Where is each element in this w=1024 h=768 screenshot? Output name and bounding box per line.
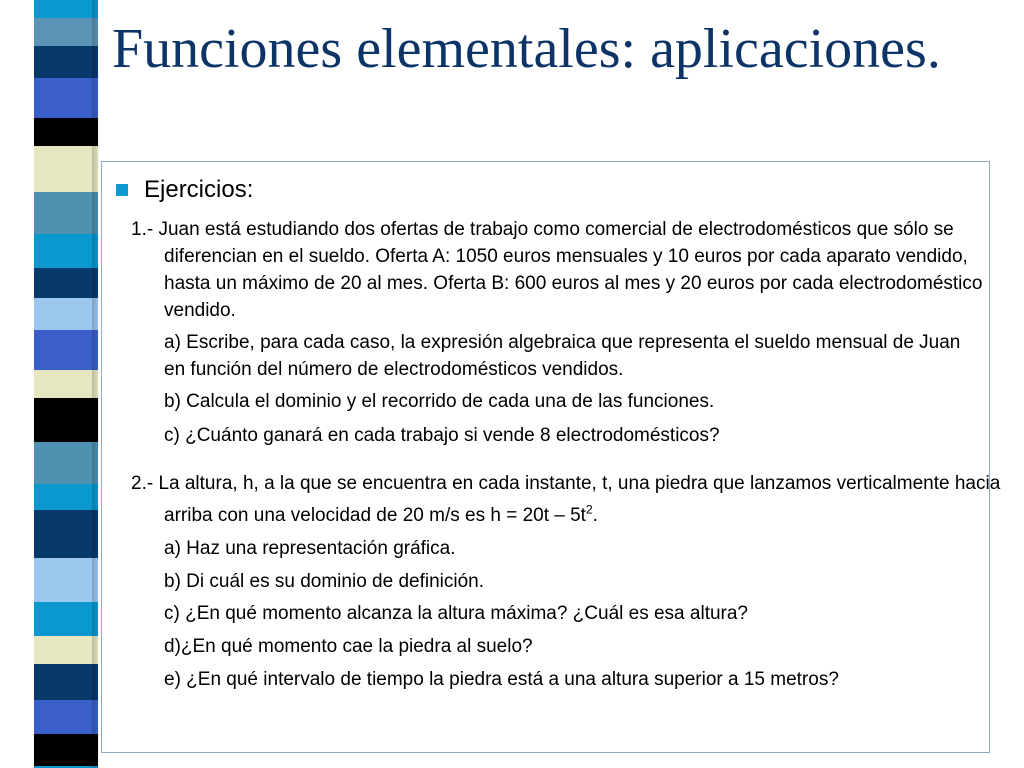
decorative-stripe-bar [34,0,98,768]
stripe [34,330,98,370]
exponent: 2 [585,502,593,517]
exercise-1-statement: 1.- Juan está estudiando dos ofertas de trabajo como comercial de electrodomésticos que sólo se diferencian en el sueldo. Oferta A: 1050 euros mensuales y 10 euros por cada aparato vendido, hasta un máximo de 20 al mes. Oferta B: 600 euros al mes y 20 euros por cada electrodoméstico vendido. [131,219,983,321]
stripe [34,636,98,664]
exercise-1-question-c: c) ¿Cuánto ganará en cada trabajo si vende 8 electrodomésticos? [164,425,720,446]
slide-title: Funciones elementales: aplicaciones. [112,18,941,80]
stripe [34,398,98,442]
exercise-2-question-d: d)¿En qué momento cae la piedra al suelo? [164,636,533,657]
exercise-1-question-b: b) Calcula el dominio y el recorrido de cada una de las funciones. [164,391,715,412]
exercise-2-statement-text: 2.- La altura, h, a la que se encuentra en cada instante, t, una piedra que lanzamos verticalmente hacia arriba con una velocidad de 20 m/s es h = 20t – 5t [131,473,1001,526]
stripe [34,558,98,602]
exercise-2-question-b: b) Di cuál es su dominio de definición. [164,571,485,592]
stripe [34,484,98,510]
stripe [34,602,98,636]
stripe [34,298,98,330]
exercise-2-statement-end: . [592,505,598,526]
stripe [34,18,98,46]
exercise-2-question-a: a) Haz una representación gráfica. [164,538,456,559]
stripe [34,700,98,734]
stripe [34,734,98,766]
stripe [34,118,98,146]
stripe [34,370,98,398]
stripe [34,192,98,234]
exercise-2-statement [131,468,1018,532]
stripe [34,78,98,118]
content-box [101,161,1001,753]
exercise-2-question-e: e) ¿En qué intervalo de tiempo la piedra está a una altura superior a 15 metros? [164,669,839,690]
bullet-text: Ejercicios: [144,176,254,203]
stripe [34,442,98,484]
stripe [34,234,98,268]
stripe [34,146,98,192]
stripe [34,46,98,78]
stripe [34,268,98,298]
stripe [34,664,98,700]
stripe [34,510,98,558]
bullet-item [116,174,253,206]
stripe [34,0,98,18]
exercise-1-question-a: a) Escribe, para cada caso, la expresión algebraica que representa el sueldo mensual de Juan en función del número de electrodomésticos vendidos. [164,332,961,380]
square-bullet-icon [116,184,128,196]
exercise-2-question-c: c) ¿En qué momento alcanza la altura máxima? ¿Cuál es esa altura? [164,603,748,624]
stripe-shadow [92,0,100,768]
